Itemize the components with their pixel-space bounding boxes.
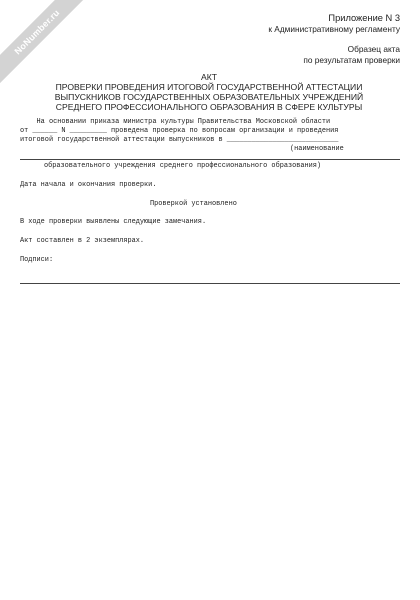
title-line-3: СРЕДНЕГО ПРОФЕССИОНАЛЬНОГО ОБРАЗОВАНИЯ В СФЕРЕ КУЛЬТУРЫ: [55, 102, 363, 112]
sample-label: Образец акта: [347, 44, 400, 54]
institution-hint-1: (наименование: [290, 145, 344, 153]
watermark-ribbon: NoNumber.ru: [0, 0, 97, 92]
signatures-label: Подписи:: [20, 256, 54, 264]
inspection-established: Проверкой установлено: [150, 200, 237, 208]
copies-note: Акт составлен в 2 экземплярах.: [20, 237, 145, 245]
bottom-divider: [20, 283, 400, 284]
basis-line-2: от ______ N _________ проведена проверка по вопросам организации и проведения: [20, 127, 339, 135]
title-act: АКТ: [201, 72, 217, 82]
document-title: [20, 72, 398, 112]
basis-line-1: На основании приказа министра культуры Правительства Московской области: [20, 118, 331, 126]
sample-subtitle: по результатам проверки: [303, 55, 400, 65]
institution-underline: [20, 159, 400, 160]
institution-hint-2: образовательного учреждения среднего профессионального образования): [44, 162, 322, 170]
title-line-1: ПРОВЕРКИ ПРОВЕДЕНИЯ ИТОГОВОЙ ГОСУДАРСТВЕННОЙ АТТЕСТАЦИИ: [55, 82, 363, 92]
basis-line-3: итоговой государственной аттестации выпускников в ___________________________: [20, 136, 339, 144]
appendix-block: [268, 13, 400, 66]
inspection-dates: Дата начала и окончания проверки.: [20, 181, 157, 189]
inspection-remarks: В ходе проверки выявлены следующие замечания.: [20, 218, 207, 226]
appendix-reference: к Административному регламенту: [268, 24, 400, 34]
appendix-number: Приложение N 3: [328, 13, 400, 23]
title-line-2: ВЫПУСКНИКОВ ГОСУДАРСТВЕННЫХ ОБРАЗОВАТЕЛЬНЫХ УЧРЕЖДЕНИЙ: [54, 92, 364, 102]
